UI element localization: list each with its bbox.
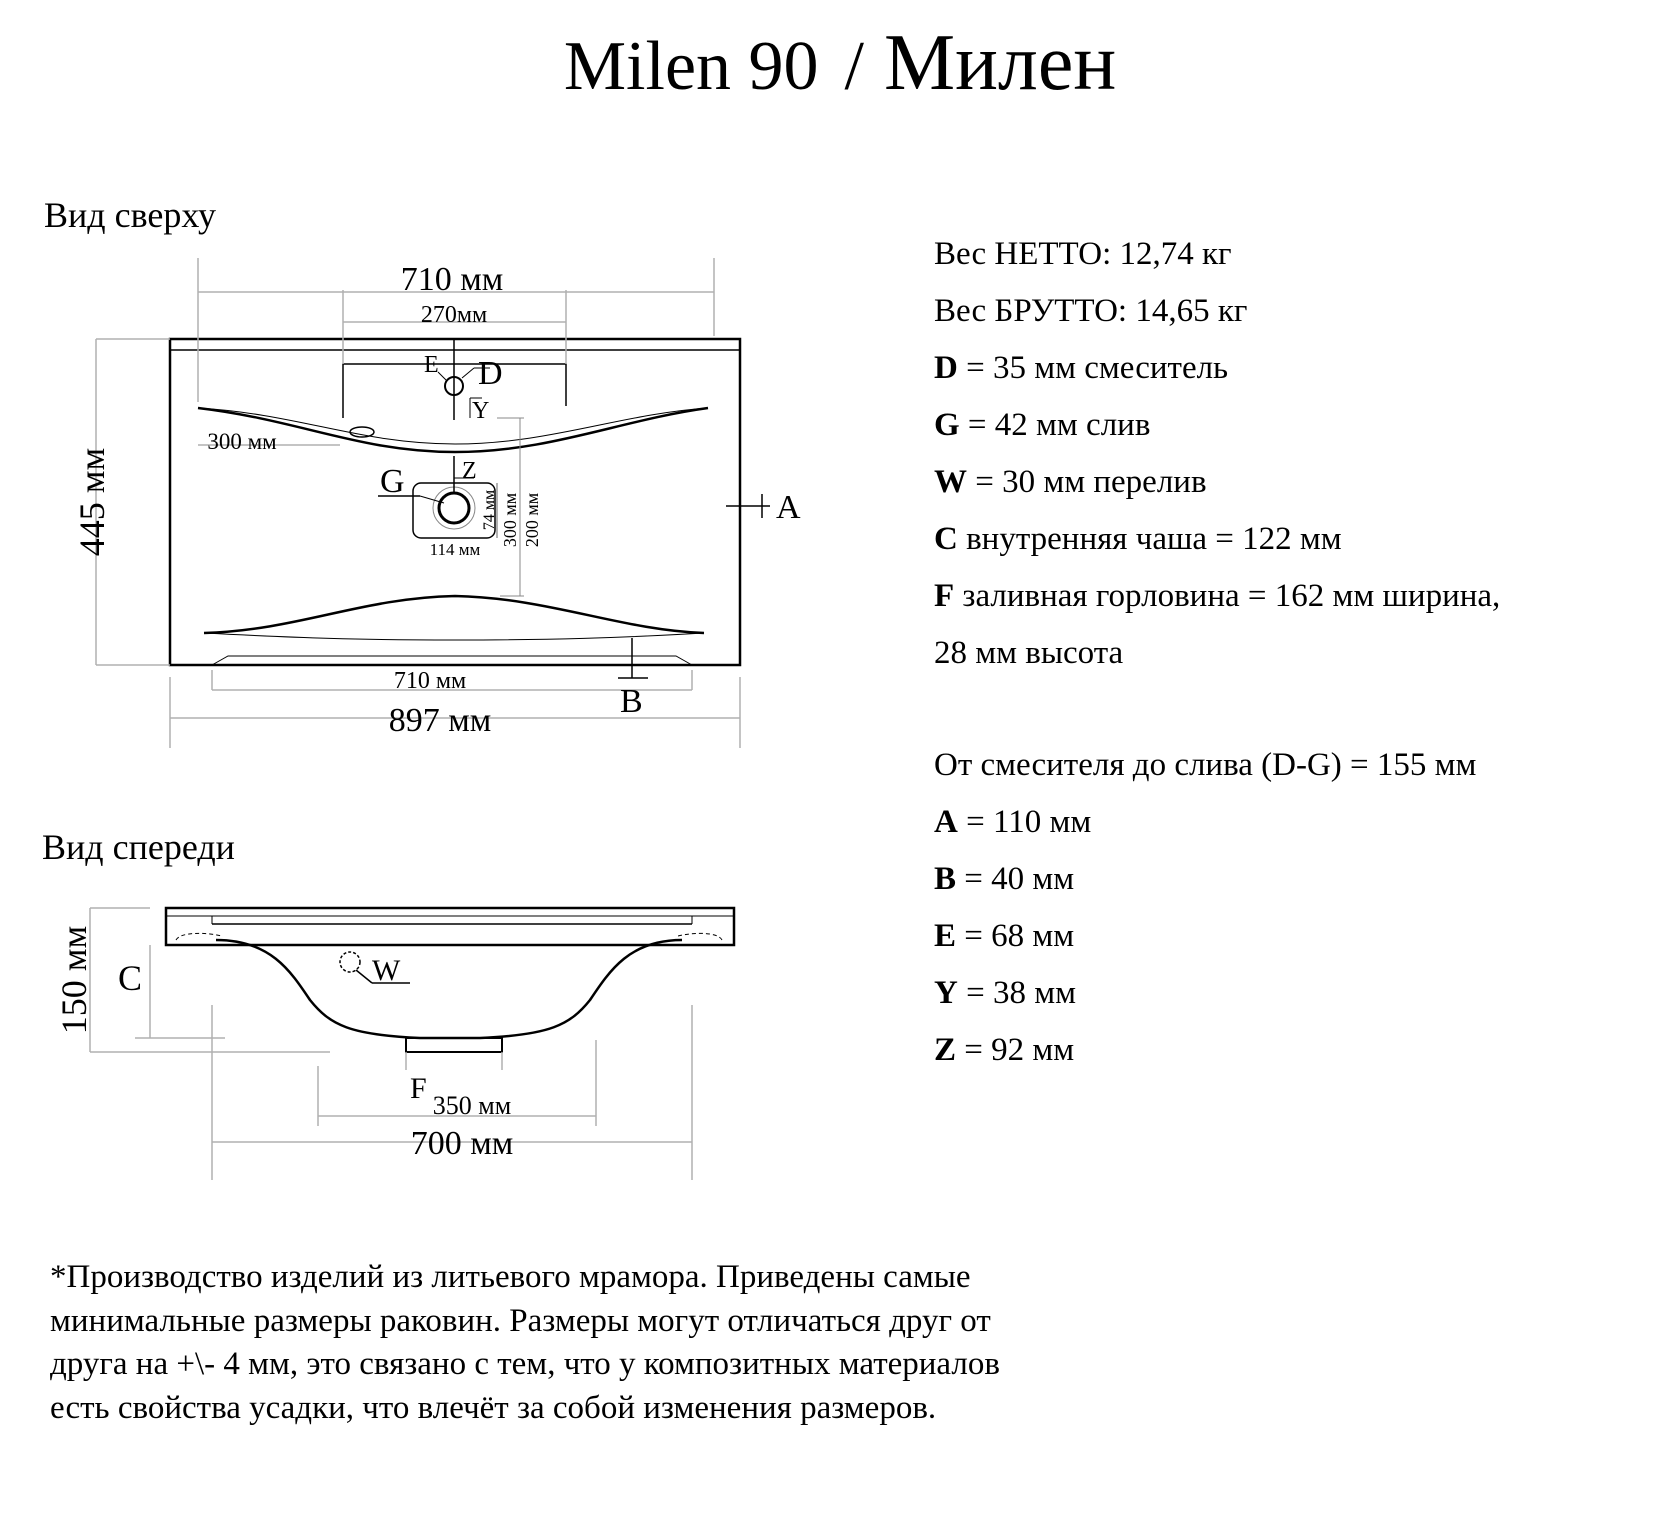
basin-outline [170, 339, 740, 665]
drain-neck [406, 1038, 502, 1052]
overflow-hole [340, 952, 360, 972]
dim-depth: 445 мм [72, 447, 112, 557]
front-view-label: Вид спереди [42, 827, 235, 867]
marker-d: D [478, 355, 503, 392]
spec-f-cont: 28 мм высота [934, 635, 1124, 671]
front-lip [212, 656, 692, 665]
marker-y: Y [472, 398, 490, 424]
title-separator: / [844, 28, 864, 105]
marker-z: Z [462, 458, 477, 484]
spec-weight-net: Вес НЕТТО: 12,74 кг [934, 236, 1232, 272]
top-view-labels [72, 261, 801, 739]
dim-drain-zone-height: 74 мм [481, 489, 498, 531]
marker-f: F [410, 1072, 427, 1105]
marker-g: G [380, 463, 405, 500]
drain-hole [439, 493, 469, 523]
dim-width-top: 710 мм [400, 261, 504, 298]
dim-bowl-width: 700 мм [410, 1125, 514, 1162]
countertop-slab [166, 908, 734, 945]
spec-w: W = 30 мм перелив [934, 464, 1207, 500]
dim-drain-span: 350 мм [432, 1091, 512, 1120]
marker-e: E [424, 352, 439, 378]
spec-a: A = 110 мм [934, 804, 1092, 840]
spec-d: D = 35 мм смеситель [934, 350, 1229, 386]
dim-faucet-to-drain: 300 мм [207, 429, 277, 454]
marker-a: A [776, 489, 801, 526]
footnote: *Производство изделий из литьевого мрамора. Приведены самые минимальные размеры раковин. Размеры могут отличаться друг от друга на +\- 4 мм, это связано с тем, что у композитных материалов есть свойства усадки, что влечёт за собой изменения размеров. [50, 1259, 1000, 1426]
dim-width-overall: 897 мм [388, 702, 492, 739]
marker-b: B [620, 683, 643, 720]
overflow-slot [350, 427, 374, 437]
dim-drain-to-front-a: 300 мм [500, 492, 520, 548]
spec-c: C внутренняя чаша = 122 мм [934, 521, 1342, 557]
top-view-label: Вид сверху [44, 195, 216, 235]
spec-z: Z = 92 мм [934, 1032, 1075, 1068]
dim-drain-zone-width: 114 мм [429, 540, 481, 559]
front-view-labels [54, 926, 513, 1162]
model-name-ru: Милен [883, 19, 1117, 107]
bowl-front-edge [204, 596, 704, 633]
marker-w: W [372, 954, 401, 987]
model-name: Milen 90 [563, 28, 819, 105]
spec-weight-gross: Вес БРУТТО: 14,65 кг [934, 293, 1248, 329]
dim-height: 150 мм [54, 925, 94, 1035]
spec-g: G = 42 мм слив [934, 407, 1151, 443]
spec-faucet-to-drain: От смесителя до слива (D-G) = 155 мм [934, 747, 1477, 783]
spec-y: Y = 38 мм [934, 975, 1076, 1011]
bowl-profile [216, 940, 682, 1038]
specs-list [934, 226, 1654, 1079]
spec-f: F заливная горловина = 162 мм ширина, [934, 578, 1501, 614]
dim-faucet-zone: 270мм [420, 302, 488, 328]
dim-width-bottom: 710 мм [393, 668, 467, 694]
spec-e: E = 68 мм [934, 918, 1075, 954]
marker-c: C [118, 958, 143, 998]
dim-drain-to-front-b: 200 мм [522, 492, 542, 548]
spec-b: B = 40 мм [934, 861, 1075, 897]
